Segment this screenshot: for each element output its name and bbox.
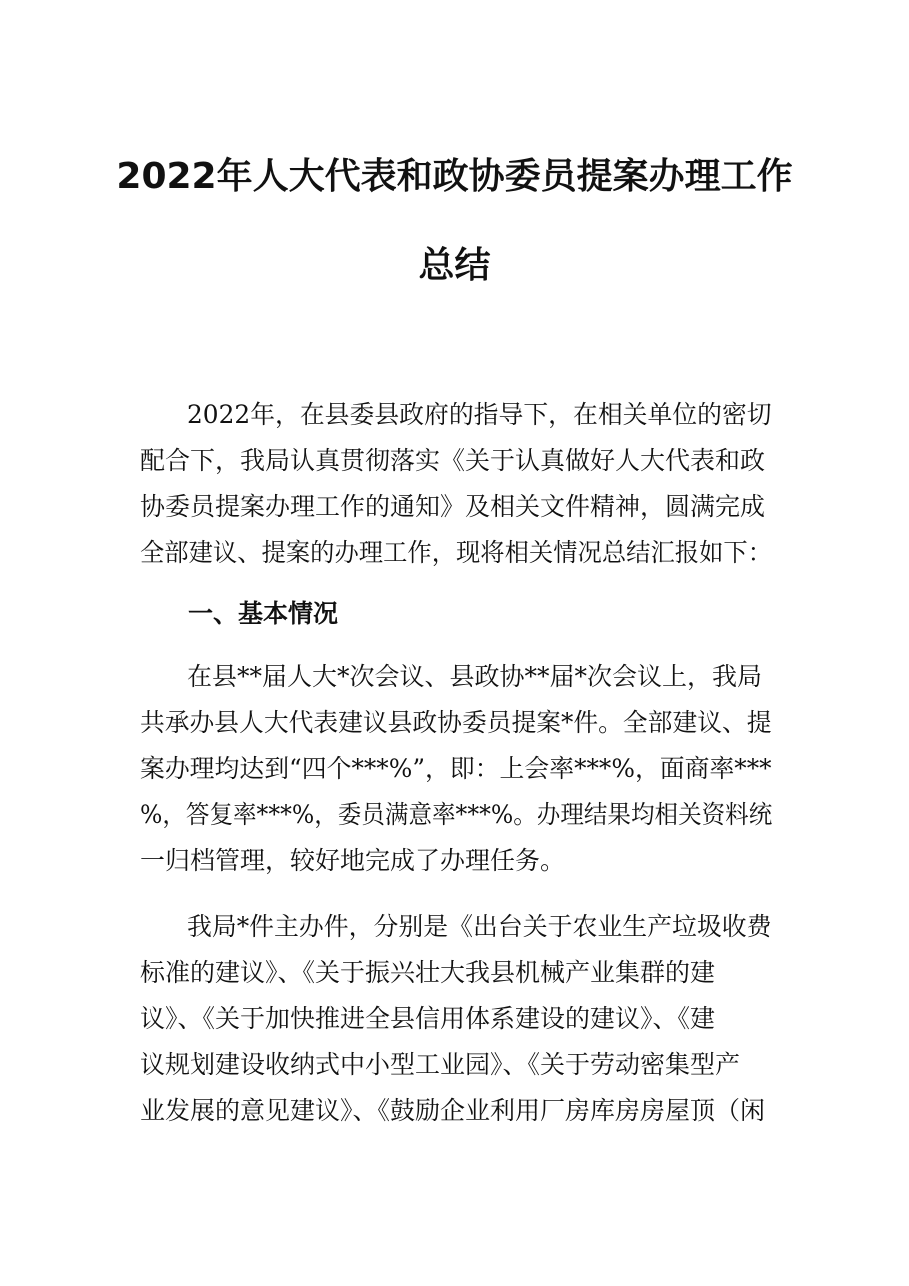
section-heading-basic-situation: 一、基本情况	[188, 599, 339, 628]
document-title-line-2: 总结	[418, 245, 491, 286]
paragraph-line: 业发展的意见建议》、《鼓励企业利用厂房库房房屋顶（闲	[140, 1096, 766, 1125]
paragraph-line: 议》、《关于加快推进全县信用体系建设的建议》、《建	[140, 1004, 716, 1033]
paragraph-line: 案办理均达到“四个***%”，即：上会率***%，面商率***	[140, 754, 772, 783]
paragraph-line: %，答复率***%，委员满意率***%。办理结果均相关资料统	[140, 800, 773, 829]
paragraph-line: 2022年，在县委县政府的指导下，在相关单位的密切	[187, 400, 772, 429]
paragraph-line: 议规划建设收纳式中小型工业园》、《关于劳动密集型产	[140, 1050, 741, 1079]
paragraph-line: 在县**届人大*次会议、县政协**届*次会议上，我局	[187, 662, 763, 691]
paragraph-line: 配合下，我局认真贯彻落实《关于认真做好人大代表和政	[140, 446, 766, 475]
paragraph-line: 全部建议、提案的办理工作，现将相关情况总结汇报如下：	[140, 538, 773, 567]
document-title-line-1: 2022年人大代表和政协委员提案办理工作	[116, 156, 793, 197]
paragraph-line: 标准的建议》、《关于振兴壮大我县机械产业集群的建	[140, 958, 716, 987]
paragraph-line: 协委员提案办理工作的通知》及相关文件精神，圆满完成	[140, 492, 766, 521]
paragraph-line: 我局*件主办件，分别是《出台关于农业生产垃圾收费	[187, 912, 772, 941]
paragraph-line: 共承办县人大代表建议县政协委员提案*件。全部建议、提	[140, 708, 772, 737]
paragraph-line: 一归档管理，较好地完成了办理任务。	[140, 846, 566, 875]
